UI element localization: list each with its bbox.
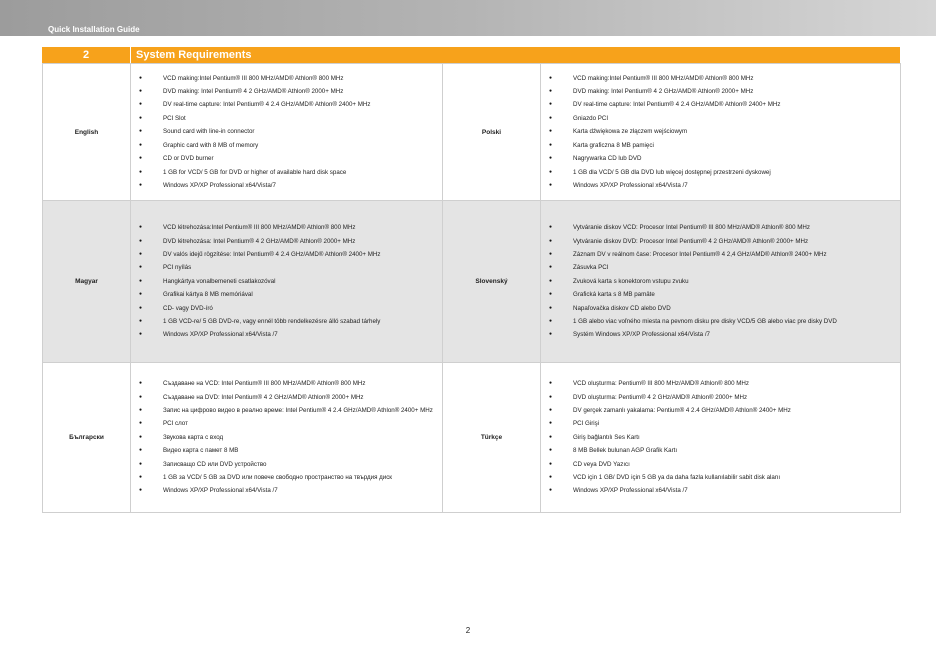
list-item: ● Vytváranie diskov VCD: Procesor Intel Pentium® III 800 MHz/AMD® Athlon® 800 MHz [549, 221, 900, 234]
list-item: ● CD- vagy DVD-író [139, 302, 442, 315]
list-item: ● Zvuková karta s konektorom vstupu zvuku [549, 275, 900, 288]
list-item: ● DVD making: Intel Pentium® 4 2 GHz/AMD® Athlon® 2000+ MHz [139, 85, 442, 98]
list-item: ● 8 MB Bellek bulunan AGP Grafik Kartı [549, 444, 900, 457]
list-item: ● Запис на цифрово видео в реално време: Intel Pentium® 4 2.4 GHz/AMD® Athlon® 2400+ MHz [139, 404, 442, 417]
list-item: ● Hangkártya vonalbemeneti csatlakozóval [139, 275, 442, 288]
list-item: ● PCI слот [139, 417, 442, 430]
list-item: ● DV real-time capture: Intel Pentium® 4 2.4 GHz/AMD® Athlon® 2400+ MHz [549, 98, 900, 111]
list-item: ● DV gerçek zamanlı yakalama: Pentium® 4 2.4 GHz/AMD® Athlon® 2400+ MHz [549, 404, 900, 417]
list-item: ● Windows XP/XP Professional x64/Vista /7 [139, 328, 442, 341]
requirements-cell [131, 363, 443, 513]
header-title: Quick Installation Guide [48, 25, 140, 34]
requirements-cell [541, 363, 901, 513]
list-item: ● Karta dźwiękowa ze złączem wejściowym [549, 125, 900, 138]
list-item: ● PCI Slot [139, 112, 442, 125]
list-item: ● Звукова карта с вход [139, 431, 442, 444]
list-item: ● Windows XP/XP Professional x64/Vista /7 [139, 484, 442, 497]
table-row [43, 64, 901, 201]
language-label-bulgarian: Български [43, 363, 131, 513]
list-item: ● DVD oluşturma: Pentium® 4 2 GHz/AMD® Athlon® 2000+ MHz [549, 391, 900, 404]
list-item: ● Windows XP/XP Professional x64/Vista /7 [549, 484, 900, 497]
list-item: ● 1 GB for VCD/ 5 GB for DVD or higher of available hard disk space [139, 166, 442, 179]
list-item: ● Zásuvka PCI [549, 261, 900, 274]
list-item: ● DVD létrehozása: Intel Pentium® 4 2 GHz/AMD® Athlon® 2000+ MHz [139, 235, 442, 248]
table-row [43, 363, 901, 513]
list-item: ● Graphic card with 8 MB of memory [139, 139, 442, 152]
list-item: ● Записващо CD или DVD устройство [139, 458, 442, 471]
list-item: ● CD or DVD burner [139, 152, 442, 165]
list-item: ● Záznam DV v reálnom čase: Procesor Intel Pentium® 4 2,4 GHz/AMD® Athlon® 2400+ MHz [549, 248, 900, 261]
requirements-list [541, 72, 900, 193]
requirements-cell [541, 201, 901, 363]
language-label-magyar: Magyar [43, 201, 131, 363]
page-number: 2 [465, 626, 471, 635]
list-item: ● DV real-time capture: Intel Pentium® 4 2.4 GHz/AMD® Athlon® 2400+ MHz [139, 98, 442, 111]
list-item: ● Windows XP/XP Professional x64/Vista /7 [549, 179, 900, 192]
list-item: ● Създаване на DVD: Intel Pentium® 4 2 GHz/AMD® Athlon® 2000+ MHz [139, 391, 442, 404]
list-item: ● Vytváranie diskov DVD: Procesor Intel Pentium® 4 2 GHz/AMD® Athlon® 2000+ MHz [549, 235, 900, 248]
requirements-list [541, 221, 900, 342]
list-item: ● Видео карта с памет 8 MB [139, 444, 442, 457]
list-item: ● Gniazdo PCI [549, 112, 900, 125]
list-item: ● PCI nyílás [139, 261, 442, 274]
list-item: ● Sound card with line-in connector [139, 125, 442, 138]
list-item: ● Windows XP/XP Professional x64/Vista/7 [139, 179, 442, 192]
list-item: ● DVD making: Intel Pentium® 4 2 GHz/AMD® Athlon® 2000+ MHz [549, 85, 900, 98]
requirements-cell [131, 64, 443, 201]
requirements-cell [131, 201, 443, 363]
language-label-polski: Polski [443, 64, 541, 201]
list-item: ● Karta graficzna 8 MB pamięci [549, 139, 900, 152]
list-item: ● 1 GB за VCD/ 5 GB за DVD или повече свободно пространство на твърдия диск [139, 471, 442, 484]
section-title: System Requirements [136, 49, 252, 61]
section-header-divider [130, 47, 131, 63]
requirements-cell [541, 64, 901, 201]
language-label-slovensky: Slovenský [443, 201, 541, 363]
requirements-list [541, 377, 900, 498]
list-item: ● DV valós idejű rögzítése: Intel Pentium® 4 2.4 GHz/AMD® Athlon® 2400+ MHz [139, 248, 442, 261]
section-header [42, 47, 900, 63]
table-row [43, 201, 901, 363]
requirements-list [131, 221, 442, 342]
list-item: ● VCD için 1 GB/ DVD için 5 GB ya da daha fazla kullanılabilir sabit disk alanı [549, 471, 900, 484]
list-item: ● Nagrywarka CD lub DVD [549, 152, 900, 165]
language-label-turkce: Türkçe [443, 363, 541, 513]
list-item: ● VCD making:Intel Pentium® III 800 MHz/AMD® Athlon® 800 MHz [139, 72, 442, 85]
requirements-list [131, 72, 442, 193]
list-item: ● Grafická karta s 8 MB pamäte [549, 288, 900, 301]
header-bar [0, 0, 936, 36]
list-item: ● 1 GB dla VCD/ 5 GB dla DVD lub więcej dostępnej przestrzeni dyskowej [549, 166, 900, 179]
section-number: 2 [82, 49, 90, 61]
list-item: ● VCD létrehozása:Intel Pentium® III 800 MHz/AMD® Athlon® 800 MHz [139, 221, 442, 234]
list-item: ● Giriş bağlantılı Ses Kartı [549, 431, 900, 444]
language-label-english: English [43, 64, 131, 201]
list-item: ● CD veya DVD Yazıcı [549, 458, 900, 471]
requirements-table [42, 63, 901, 513]
list-item: ● VCD making:Intel Pentium® III 800 MHz/AMD® Athlon® 800 MHz [549, 72, 900, 85]
list-item: ● VCD oluşturma: Pentium® III 800 MHz/AMD® Athlon® 800 MHz [549, 377, 900, 390]
list-item: ● 1 GB VCD-re/ 5 GB DVD-re, vagy ennél több rendelkezésre álló szabad tárhely [139, 315, 442, 328]
requirements-list [131, 377, 442, 498]
list-item: ● Systém Windows XP/XP Professional x64/Vista /7 [549, 328, 900, 341]
list-item: ● 1 GB alebo viac voľného miesta na pevnom disku pre disky VCD/5 GB alebo viac pre disky DVD [549, 315, 900, 328]
list-item: ● PCI Girişi [549, 417, 900, 430]
list-item: ● Napaľovačka diskov CD alebo DVD [549, 302, 900, 315]
list-item: ● Grafikai kártya 8 MB memóriával [139, 288, 442, 301]
list-item: ● Създаване на VCD: Intel Pentium® III 800 MHz/AMD® Athlon® 800 MHz [139, 377, 442, 390]
